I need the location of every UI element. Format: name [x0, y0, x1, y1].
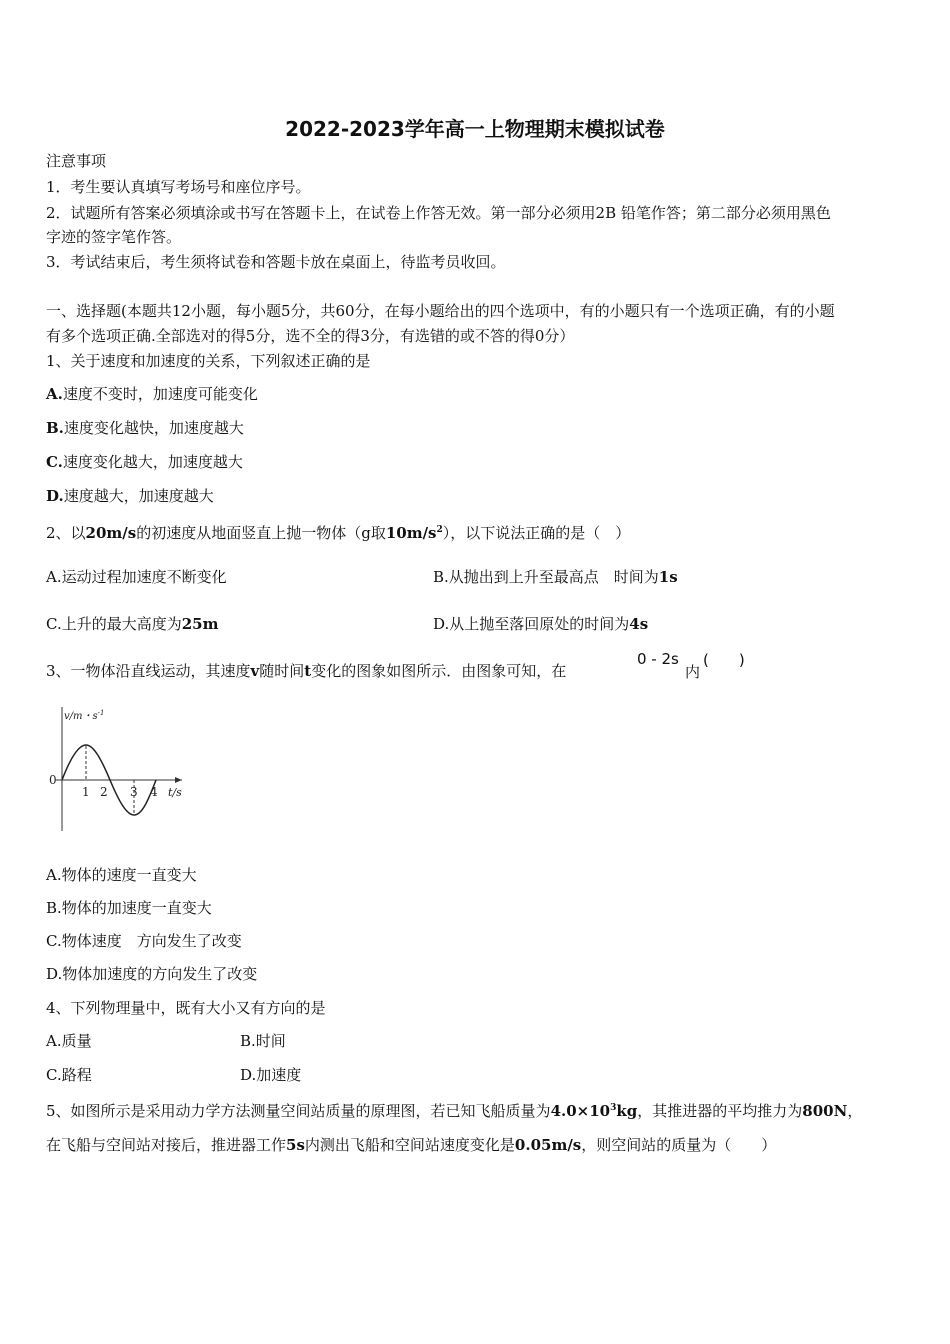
- section-heading-line-1: 一、选择题(本题共12小题，每小题5分，共60分，在每小题给出的四个选项中，有的小题只有一个选项正确，有的小题: [46, 302, 835, 320]
- graph-tick-3: 3: [130, 785, 138, 799]
- q5-force: 800N: [802, 1102, 848, 1120]
- q1-option-c: [46, 452, 243, 472]
- q2-option-c: [46, 614, 218, 634]
- q5-stem-line-1: [46, 1098, 862, 1121]
- q3-stem-mid-2: 变化的图象如图所示．由图象可知，在: [311, 662, 567, 680]
- q4-option-a: A.质量: [46, 1032, 92, 1050]
- q2-stem-post: ），以下说法正确的是（ ）: [442, 524, 631, 542]
- q4-option-b: B.时间: [240, 1032, 286, 1050]
- q2-option-a: A.运动过程加速度不断变化: [46, 568, 227, 586]
- q1-option-a-text: 速度不变时，加速度可能变化: [62, 385, 258, 403]
- q3-stem: [46, 661, 566, 681]
- q2-option-c-text: C.上升的最大高度为: [46, 615, 182, 633]
- graph-tick-4: 4: [150, 785, 158, 799]
- q2-option-d: [433, 614, 648, 634]
- notice-heading: 注意事项: [46, 152, 107, 170]
- q1-option-a-label: A.: [46, 385, 63, 403]
- q1-option-b-label: B.: [46, 419, 64, 437]
- q1-option-d: [46, 486, 214, 506]
- q1-option-c-label: C.: [46, 453, 63, 471]
- q3-symbol-v: v: [250, 662, 260, 680]
- q5-line-2-post: ，则空间站的质量为（ ）: [581, 1136, 777, 1154]
- q5-line-2-mid: 内测出飞船和空间站速度变化是: [304, 1136, 515, 1154]
- q3-stem-post: 内: [685, 663, 701, 681]
- q1-stem: 1、关于速度和加速度的关系，下列叙述正确的是: [46, 352, 371, 370]
- q5-velocity-change: 0.05m/s: [514, 1136, 582, 1154]
- q2-stem: [46, 520, 630, 543]
- q5-mass: 4.0×10: [550, 1102, 611, 1120]
- q3-interval: 0 - 2s: [637, 650, 679, 668]
- q2-option-b-value: 1s: [658, 568, 678, 586]
- q1-option-b: [46, 418, 244, 438]
- q4-option-c: C.路程: [46, 1066, 92, 1084]
- q3-option-b: B.物体的加速度一直变大: [46, 899, 212, 917]
- graph-tick-1: 1: [82, 785, 90, 799]
- q1-option-d-label: D.: [46, 487, 64, 505]
- q2-stem-pre: 2、以: [46, 524, 86, 542]
- q2-initial-velocity: 20m/s: [85, 524, 137, 542]
- q2-gravity-exponent: 2: [436, 525, 443, 535]
- q5-time: 5s: [286, 1136, 305, 1154]
- q5-line-2-pre: 在飞船与空间站对接后，推进器工作: [46, 1136, 287, 1154]
- q4-stem: 4、下列物理量中，既有大小又有方向的是: [46, 999, 326, 1017]
- page-title: 2022-2023学年高一上物理期末模拟试卷: [285, 117, 665, 141]
- q3-answer-blank: ( ): [703, 651, 745, 669]
- q2-option-d-text: D.从上抛至落回原处的时间为: [433, 615, 630, 633]
- q4-option-d: D.加速度: [240, 1066, 302, 1084]
- notice-item-2-line-1: 2．试题所有答案必须填涂或书写在答题卡上，在试卷上作答无效。第一部分必须用2B 铅笔作答；第二部分必须用黑色: [46, 204, 831, 222]
- q5-mass-unit: kg: [616, 1102, 638, 1120]
- graph-y-label: v/m・$s^{-1}$: [64, 709, 105, 722]
- notice-item-3: 3．考试结束后，考生须将试卷和答题卡放在桌面上，待监考员收回。: [46, 253, 506, 271]
- velocity-time-graph: [44, 703, 194, 835]
- q3-option-c: C.物体速度 方向发生了改变: [46, 932, 242, 950]
- q1-option-c-text: 速度变化越大，加速度越大: [62, 453, 243, 471]
- notice-item-2-line-2: 字迹的签字笔作答。: [46, 228, 182, 246]
- graph-x-label: t/s: [168, 786, 182, 799]
- q3-symbol-t: t: [304, 662, 312, 680]
- notice-item-1: 1．考生要认真填写考场号和座位序号。: [46, 178, 311, 196]
- q2-option-b-text: B.从抛出到上升至最高点 时间为: [433, 568, 659, 586]
- q1-option-b-text: 速度变化越快，加速度越大: [63, 419, 244, 437]
- q2-option-d-value: 4s: [629, 615, 649, 633]
- q3-option-a: A.物体的速度一直变大: [46, 866, 197, 884]
- q2-option-b: [433, 567, 678, 587]
- q2-option-c-value: 25m: [181, 615, 219, 633]
- graph-tick-2: 2: [100, 785, 108, 799]
- q5-line-1-post: ，: [847, 1102, 863, 1120]
- graph-x-axis-arrow: [175, 777, 182, 783]
- q3-stem-mid-1: 随时间: [259, 662, 305, 680]
- q5-line-1-mid: ，其推进器的平均推力为: [637, 1102, 803, 1120]
- q1-option-a: [46, 384, 258, 404]
- q5-line-1-pre: 5、如图所示是采用动力学方法测量空间站质量的原理图，若已知飞船质量为: [46, 1102, 551, 1120]
- q2-gravity: 10m/s: [385, 524, 437, 542]
- section-heading-line-2: 有多个选项正确.全部选对的得5分，选不全的得3分，有选错的或不答的得0分）: [46, 327, 575, 345]
- q5-stem-line-2: [46, 1135, 776, 1155]
- q3-stem-pre: 3、一物体沿直线运动，其速度: [46, 662, 251, 680]
- q2-stem-mid: 的初速度从地面竖直上抛一物体（g取: [136, 524, 386, 542]
- graph-origin-label: 0: [49, 773, 57, 787]
- q5-mass-exponent: 3: [610, 1103, 617, 1113]
- q3-option-d: D.物体加速度的方向发生了改变: [46, 965, 258, 983]
- q1-option-d-text: 速度越大，加速度越大: [63, 487, 214, 505]
